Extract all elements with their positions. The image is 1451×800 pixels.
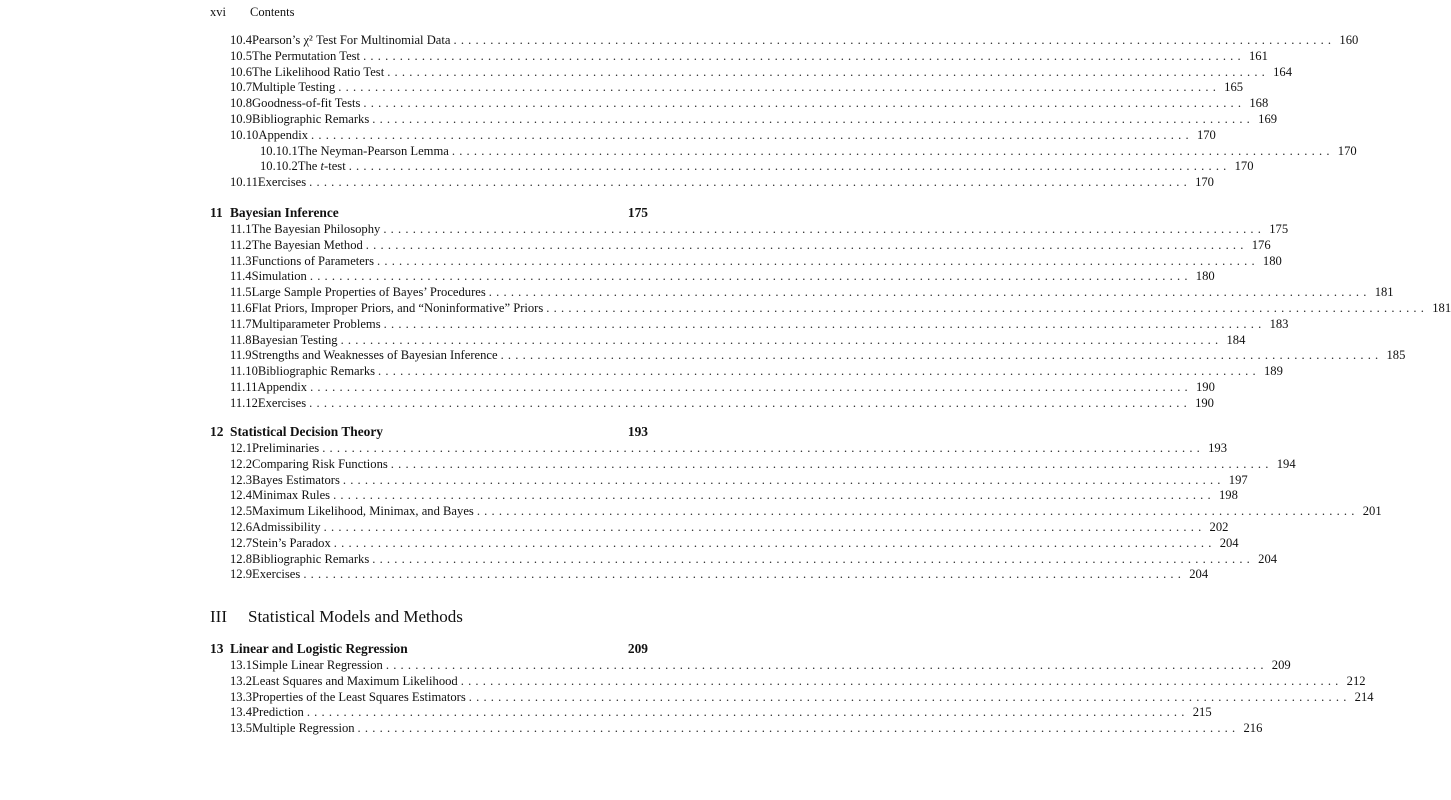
section-title: Least Squares and Maximum Likelihood (252, 673, 458, 688)
dot-leader: ........................................................................................................................ (488, 285, 1371, 300)
part-number: III (210, 607, 227, 626)
dot-leader: ........................................................................................................................ (310, 379, 1192, 394)
section-number: 11.4 (230, 269, 252, 284)
dot-leader: ........................................................................................................................ (476, 504, 1359, 519)
section-title: Maximum Likelihood, Minimax, and Bayes (252, 504, 474, 519)
section-number: 12.8 (230, 551, 253, 566)
section-number: 11.12 (230, 395, 258, 410)
toc-section-entry[interactable] (210, 705, 1212, 721)
section-number: 10.5 (230, 48, 253, 63)
section-title: The Bayesian Philosophy (251, 222, 381, 236)
section-page: 209 (1271, 658, 1291, 672)
dot-leader: ........................................................................................................................ (333, 535, 1216, 550)
section-page: 216 (1243, 721, 1263, 736)
section-page: 170 (1196, 127, 1216, 142)
section-title: Appendix (258, 127, 309, 142)
dot-leader: ........................................................................................................................ (387, 64, 1270, 79)
section-title: Simple Linear Regression (252, 658, 383, 672)
section-title: Multiparameter Problems (251, 316, 381, 331)
toc-section-entry[interactable] (210, 658, 1291, 674)
section-number: 10.10.2 (260, 159, 298, 174)
section-page: 189 (1263, 364, 1283, 379)
toc-section-entry[interactable] (210, 285, 1394, 301)
toc-section-entry[interactable] (210, 379, 1215, 396)
toc-section-entry[interactable] (210, 111, 1278, 128)
section-number: 10.7 (230, 80, 253, 95)
toc-section-entry[interactable] (210, 673, 1366, 690)
toc-section-entry[interactable] (210, 689, 1374, 706)
section-page: 215 (1192, 705, 1212, 720)
dot-leader: ........................................................................................................................ (311, 127, 1193, 142)
dot-leader: ........................................................................................................................ (338, 80, 1221, 95)
section-number: 12.5 (230, 504, 253, 519)
section-title: Strengths and Weaknesses of Bayesian Inference (251, 348, 498, 363)
section-title: Comparing Risk Functions (252, 456, 388, 471)
chapter-number: 11 (210, 205, 223, 220)
section-number: 11.10 (230, 364, 258, 379)
toc-section-entry[interactable] (210, 237, 1271, 254)
section-page: 204 (1258, 551, 1278, 566)
section-number: 11.6 (230, 300, 252, 315)
toc-subsection-entry[interactable] (210, 143, 1357, 160)
part-heading[interactable] (210, 607, 648, 627)
section-title: Bayesian Testing (251, 332, 338, 347)
dot-leader: ........................................................................................................................ (340, 332, 1223, 347)
chapter-page: 193 (627, 424, 648, 439)
toc-section-entry[interactable] (210, 567, 1209, 583)
section-number: 10.6 (230, 64, 253, 79)
section-title: The Permutation Test (252, 48, 361, 63)
dot-leader: ........................................................................................................................ (372, 551, 1255, 566)
chapter-12-block (210, 424, 1382, 583)
section-title: Bayes Estimators (252, 472, 340, 487)
section-number: 12.2 (230, 456, 253, 471)
dot-leader: ........................................................................................................................ (451, 143, 1334, 158)
section-number: 11.8 (230, 332, 252, 347)
section-title: Functions of Parameters (251, 253, 374, 268)
chapter-title: Statistical Decision Theory (230, 424, 383, 439)
chapter-page: 209 (627, 641, 648, 656)
section-title: The t-test (297, 159, 346, 174)
section-title: Stein’s Paradox (252, 535, 331, 550)
dot-leader: ........................................................................................................................ (348, 159, 1231, 174)
dot-leader: ........................................................................................................................ (309, 395, 1191, 410)
dot-leader: ........................................................................................................................ (377, 253, 1259, 268)
section-number: 10.9 (230, 111, 253, 126)
dot-leader: ........................................................................................................................ (546, 300, 1429, 315)
section-page: 161 (1248, 48, 1268, 63)
section-page: 164 (1273, 64, 1293, 79)
section-number: 10.8 (230, 96, 253, 111)
section-title: Multiple Regression (252, 721, 355, 736)
section-number: 10.4 (230, 33, 253, 47)
section-page: 181 (1374, 285, 1394, 300)
chapter-13-block (210, 641, 1374, 737)
toc-section-entry[interactable] (210, 48, 1268, 65)
section-title: The Neyman-Pearson Lemma (297, 143, 449, 158)
toc-section-entry[interactable] (210, 316, 1289, 333)
toc-section-entry[interactable] (210, 456, 1296, 473)
dot-leader: ........................................................................................................................ (322, 441, 1205, 455)
section-title: Prediction (252, 705, 304, 720)
section-number: 11.2 (230, 237, 252, 252)
chapter-heading[interactable] (210, 641, 648, 658)
section-number: 12.6 (230, 519, 253, 534)
section-number: 10.11 (230, 175, 258, 190)
dot-leader: ........................................................................................................................ (309, 269, 1192, 284)
section-page: 190 (1196, 379, 1215, 394)
section-page: 180 (1195, 269, 1215, 284)
dot-leader: ........................................................................................................................ (453, 33, 1336, 47)
dot-leader: ........................................................................................................................ (306, 705, 1189, 720)
section-number: 13.5 (230, 721, 253, 736)
section-page: 180 (1262, 253, 1282, 268)
section-title: Bibliographic Remarks (252, 111, 370, 126)
section-page: 183 (1269, 316, 1289, 331)
section-page: 168 (1249, 96, 1269, 111)
dot-leader: ........................................................................................................................ (468, 689, 1351, 704)
section-page: 190 (1195, 395, 1214, 410)
chapter-heading[interactable] (210, 424, 648, 441)
toc-section-entry[interactable] (210, 441, 1228, 457)
section-title: The Likelihood Ratio Test (252, 64, 385, 79)
section-page: 170 (1234, 159, 1254, 174)
dot-leader: ........................................................................................................................ (303, 567, 1186, 582)
section-number: 11.9 (230, 348, 252, 363)
dot-leader: ........................................................................................................................ (372, 111, 1255, 126)
section-page: 181 (1432, 300, 1451, 315)
toc-section-entry[interactable] (210, 519, 1229, 536)
toc-section-entry[interactable] (210, 269, 1215, 285)
toc-section-entry[interactable] (210, 64, 1293, 81)
section-page: 201 (1362, 504, 1382, 519)
section-title: Pearson’s χ² Test For Multinomial Data (252, 33, 451, 47)
header-title: Contents (250, 5, 295, 19)
chapter-page: 175 (627, 205, 648, 220)
section-page: 198 (1218, 488, 1238, 503)
section-number: 12.1 (230, 441, 253, 455)
section-title: Multiple Testing (252, 80, 336, 95)
section-page: 193 (1208, 441, 1228, 455)
toc-section-entry[interactable] (210, 535, 1239, 552)
section-page: 197 (1228, 472, 1248, 487)
dot-leader: ........................................................................................................................ (333, 488, 1215, 503)
section-title: Bibliographic Remarks (252, 551, 370, 566)
part-title: Statistical Models and Methods (248, 607, 463, 626)
section-page: 165 (1224, 80, 1244, 95)
section-number: 10.10 (230, 127, 259, 142)
dot-leader: ........................................................................................................................ (363, 48, 1245, 63)
section-number: 11.1 (230, 222, 252, 236)
section-title: Bibliographic Remarks (257, 364, 376, 379)
toc-section-entry[interactable] (210, 80, 1244, 96)
section-page: 204 (1189, 567, 1209, 582)
chapter-10-entries (210, 33, 1359, 191)
section-number: 12.9 (230, 567, 253, 582)
dot-leader: ........................................................................................................................ (460, 673, 1343, 688)
section-title: Properties of the Least Squares Estimators (252, 689, 466, 704)
dot-leader: ........................................................................................................................ (385, 658, 1268, 672)
section-page: 204 (1219, 535, 1239, 550)
toc-section-entry[interactable] (210, 300, 1451, 317)
section-page: 160 (1339, 33, 1359, 47)
section-number: 12.4 (230, 488, 253, 503)
section-page: 202 (1209, 519, 1229, 534)
section-title: Exercises (257, 395, 307, 410)
section-number: 13.3 (230, 689, 253, 704)
chapter-11-block (210, 205, 1451, 412)
section-page: 194 (1276, 456, 1296, 471)
toc-section-entry[interactable] (210, 551, 1278, 568)
chapter-13-entries (210, 658, 1374, 737)
chapter-11-entries (210, 222, 1451, 412)
section-number: 10.10.1 (260, 143, 298, 158)
section-title: Admissibility (252, 519, 321, 534)
section-page: 185 (1386, 348, 1406, 363)
section-title: Appendix (257, 379, 308, 394)
section-number: 13.2 (230, 673, 253, 688)
section-page: 214 (1354, 689, 1374, 704)
dot-leader: ........................................................................................................................ (383, 222, 1266, 236)
section-number: 11.7 (230, 316, 252, 331)
section-title: Large Sample Properties of Bayes’ Procedures (251, 285, 486, 300)
section-page: 176 (1251, 237, 1271, 252)
dot-leader: ........................................................................................................................ (323, 519, 1206, 534)
dot-leader: ........................................................................................................................ (500, 348, 1383, 363)
section-number: 11.5 (230, 285, 252, 300)
chapter-number: 13 (210, 641, 224, 656)
toc-section-entry[interactable] (210, 472, 1248, 489)
section-number: 13.4 (230, 705, 253, 720)
section-number: 12.3 (230, 472, 253, 487)
dot-leader: ........................................................................................................................ (363, 96, 1246, 111)
chapter-12-entries (210, 441, 1382, 583)
chapter-number: 12 (210, 424, 224, 439)
toc-subsection-entry[interactable] (210, 159, 1254, 175)
dot-leader: ........................................................................................................................ (378, 364, 1260, 379)
section-number: 12.7 (230, 535, 253, 550)
toc-section-entry[interactable] (210, 721, 1263, 737)
section-page: 170 (1195, 175, 1214, 190)
section-page: 169 (1258, 111, 1278, 126)
toc-section-entry[interactable] (210, 348, 1406, 364)
toc-section-entry[interactable] (210, 332, 1246, 349)
section-page: 170 (1337, 143, 1357, 158)
section-number: 11.3 (230, 253, 252, 268)
toc-section-entry[interactable] (210, 364, 1283, 380)
section-title: The Bayesian Method (251, 237, 363, 252)
section-title: Simulation (251, 269, 307, 284)
running-header (210, 5, 294, 20)
section-page: 184 (1226, 332, 1246, 347)
toc-section-entry[interactable] (210, 33, 1359, 49)
section-title: Minimax Rules (252, 488, 331, 503)
toc-section-entry[interactable] (210, 222, 1289, 238)
section-title: Flat Priors, Improper Priors, and “Noninformative” Priors (251, 300, 544, 315)
toc-section-entry[interactable] (210, 127, 1216, 144)
dot-leader: ........................................................................................................................ (309, 175, 1191, 190)
toc-section-entry[interactable] (210, 253, 1282, 270)
section-title: Preliminaries (252, 441, 320, 455)
toc-section-entry[interactable] (210, 504, 1382, 520)
section-number: 13.1 (230, 658, 253, 672)
toc-section-entry[interactable] (210, 488, 1238, 504)
toc-section-entry[interactable] (210, 175, 1214, 191)
dot-leader: ........................................................................................................................ (383, 316, 1266, 331)
section-title: Exercises (252, 567, 301, 582)
chapter-title: Linear and Logistic Regression (230, 641, 408, 656)
section-page: 175 (1269, 222, 1289, 236)
dot-leader: ........................................................................................................................ (357, 721, 1240, 736)
section-page: 212 (1346, 673, 1366, 688)
section-number: 11.11 (230, 379, 258, 394)
chapter-title: Bayesian Inference (230, 205, 339, 220)
chapter-heading[interactable] (210, 205, 648, 222)
toc-section-entry[interactable] (210, 395, 1214, 412)
header-page-number: xvi (210, 5, 226, 19)
section-title: Exercises (257, 175, 307, 190)
dot-leader: ........................................................................................................................ (365, 237, 1248, 252)
section-title: Goodness-of-fit Tests (252, 96, 361, 111)
dot-leader: ........................................................................................................................ (390, 456, 1273, 471)
toc-section-entry[interactable] (210, 96, 1269, 112)
dot-leader: ........................................................................................................................ (342, 472, 1225, 487)
